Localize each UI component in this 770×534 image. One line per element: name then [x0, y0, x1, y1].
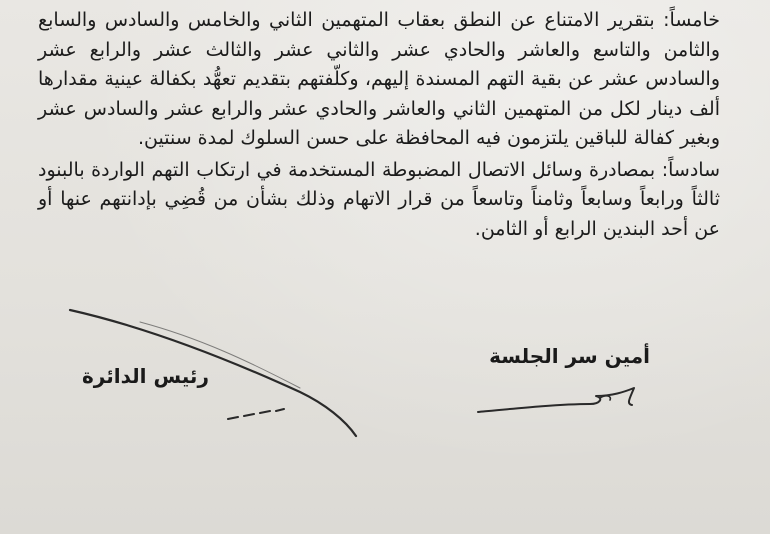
paragraph-sixth: سادساً: بمصادرة وسائل الاتصال المضبوطة المستخدمة في ارتكاب التهم الواردة بالبنود ثالثاً ورابعاً وسابعاً وثامناً وتاسعاً من قرار الاتهام وذلك بشأن من قُضِي بإدانتهم عنها أو عن أحد البندين الرابع أو الثامن.: [38, 158, 720, 240]
chairman-signature-label: رئيس الدائرة: [82, 364, 209, 388]
paragraph-fifth: خامساً: بتقرير الامتناع عن النطق بعقاب المتهمين الثاني والخامس والسادس والسابع والثامن والتاسع والعاشر والحادي عشر والثاني عشر والثالث عشر والرابع عشر والسادس عشر عن بقية التهم المسندة إليهم، وكلّفتهم بتقديم تعهُّد بكفالة عينية مقدارها ألف دينار لكل من المتهمين الثاني والعاشر والحادي عشر والرابع عشر والسادس عشر وبغير كفالة للباقين يلتزمون فيه المحافظة على حسن السلوك لمدة سنتين.: [38, 9, 720, 149]
secretary-signature-hook: [600, 396, 610, 400]
ruling-text: [38, 6, 720, 244]
secretary-signature-stroke: [478, 388, 634, 412]
chairman-signature-dashes: [228, 409, 284, 419]
secretary-signature-label: أمين سر الجلسة: [489, 344, 650, 368]
